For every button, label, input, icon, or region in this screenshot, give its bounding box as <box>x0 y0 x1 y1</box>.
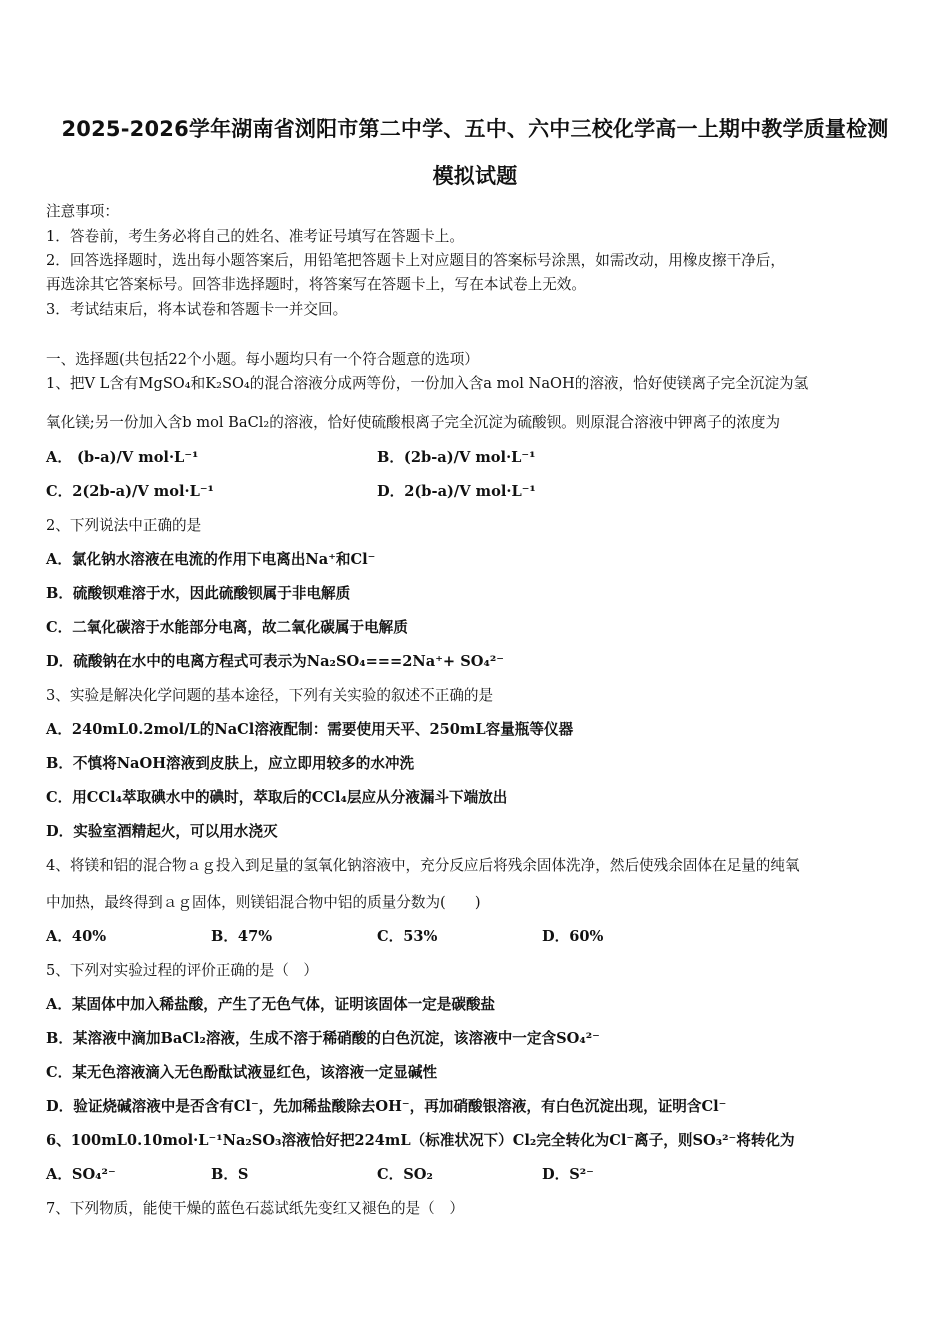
q3-option-d: D．实验室酒精起火，可以用水浇灭 <box>46 823 278 840</box>
q5-option-a: A．某固体中加入稀盐酸，产生了无色气体，证明该固体一定是碳酸盐 <box>46 996 496 1013</box>
q4-stem-line2: 中加热，最终得到ａｇ固体，则镁铝混合物中铝的质量分数为( ) <box>46 894 481 911</box>
exam-title-line1: 2025-2026学年湖南省浏阳市第二中学、五中、六中三校化学高一上期中教学质量检测 <box>61 117 889 141</box>
q2-option-d: D．硫酸钠在水中的电离方程式可表示为Na₂SO₄===2Na⁺+ SO₄²⁻ <box>46 653 504 670</box>
q4-option-c: C．53% <box>377 928 438 945</box>
q2-stem: 2、下列说法中正确的是 <box>46 517 202 534</box>
q2-option-b: B．硫酸钡难溶于水，因此硫酸钡属于非电解质 <box>46 585 351 602</box>
exam-title-line2: 模拟试题 <box>432 164 518 188</box>
notice-item-2: 2．回答选择题时，选出每小题答案后，用铅笔把答题卡上对应题目的答案标号涂黑，如需改动，用橡皮擦干净后， <box>46 252 785 269</box>
q3-option-a: A．240mL0.2mol/L的NaCl溶液配制：需要使用天平、250mL容量瓶等仪器 <box>46 721 574 738</box>
q4-option-b: B．47% <box>211 928 273 945</box>
q3-option-c: C．用CCl₄萃取碘水中的碘时，萃取后的CCl₄层应从分液漏斗下端放出 <box>46 789 508 806</box>
q6-option-b: B．S <box>211 1166 249 1183</box>
q5-option-c: C．某无色溶液滴入无色酚酞试液显红色，该溶液一定显碱性 <box>46 1064 438 1081</box>
q3-option-b: B．不慎将NaOH溶液到皮肤上，应立即用较多的水冲洗 <box>46 755 415 772</box>
q4-option-d: D．60% <box>542 928 604 945</box>
q6-option-a: A．SO₄²⁻ <box>46 1166 116 1183</box>
q1-option-d: D．2(b-a)/V mol·L⁻¹ <box>377 483 536 500</box>
q6-stem: 6、100mL0.10mol·L⁻¹Na₂SO₃溶液恰好把224mL（标准状况下）Cl₂完全转化为Cl⁻离子，则SO₃²⁻将转化为 <box>46 1132 795 1149</box>
q1-option-c: C．2(2b-a)/V mol·L⁻¹ <box>46 483 214 500</box>
q4-stem-line1: 4、将镁和铝的混合物ａｇ投入到足量的氢氧化钠溶液中，充分反应后将残余固体洗净，然后使残余固体在足量的纯氧 <box>46 857 800 874</box>
q4-option-a: A．40% <box>46 928 107 945</box>
q1-option-b: B．(2b-a)/V mol·L⁻¹ <box>377 449 536 466</box>
q5-stem: 5、下列对实验过程的评价正确的是（ ） <box>46 962 318 979</box>
q5-option-b: B．某溶液中滴加BaCl₂溶液，生成不溶于稀硝酸的白色沉淀，该溶液中一定含SO₄²⁻ <box>46 1030 600 1047</box>
q6-option-d: D．S²⁻ <box>542 1166 594 1183</box>
notice-item-1: 1．答卷前，考生务必将自己的姓名、准考证号填写在答题卡上。 <box>46 228 464 245</box>
notice-heading: 注意事项： <box>46 203 119 220</box>
q1-option-a: A． (b-a)/V mol·L⁻¹ <box>46 449 199 466</box>
q5-option-d: D．验证烧碱溶液中是否含有Cl⁻，先加稀盐酸除去OH⁻，再加硝酸银溶液，有白色沉淀出现，证明含Cl⁻ <box>46 1098 727 1115</box>
q2-option-a: A．氯化钠水溶液在电流的作用下电离出Na⁺和Cl⁻ <box>46 551 376 568</box>
notice-item-3: 3．考试结束后，将本试卷和答题卡一并交回。 <box>46 301 348 318</box>
q6-option-c: C．SO₂ <box>377 1166 433 1183</box>
q7-stem: 7、下列物质，能使干燥的蓝色石蕊试纸先变红又褪色的是（ ） <box>46 1200 464 1217</box>
notice-item-2-cont: 再选涂其它答案标号。回答非选择题时，将答案写在答题卡上，写在本试卷上无效。 <box>46 276 586 293</box>
q2-option-c: C．二氧化碳溶于水能部分电离，故二氧化碳属于电解质 <box>46 619 408 636</box>
q3-stem: 3、实验是解决化学问题的基本途径，下列有关实验的叙述不正确的是 <box>46 687 494 704</box>
section-heading: 一、选择题(共包括22个小题。每小题均只有一个符合题意的选项） <box>46 351 479 368</box>
q1-stem-line1: 1、把V L含有MgSO₄和K₂SO₄的混合溶液分成两等份，一份加入含a mol NaOH的溶液，恰好使镁离子完全沉淀为氢 <box>46 375 809 392</box>
q1-stem-line2: 氧化镁;另一份加入含b mol BaCl₂的溶液，恰好使硫酸根离子完全沉淀为硫酸钡。则原混合溶液中钾离子的浓度为 <box>46 414 781 431</box>
